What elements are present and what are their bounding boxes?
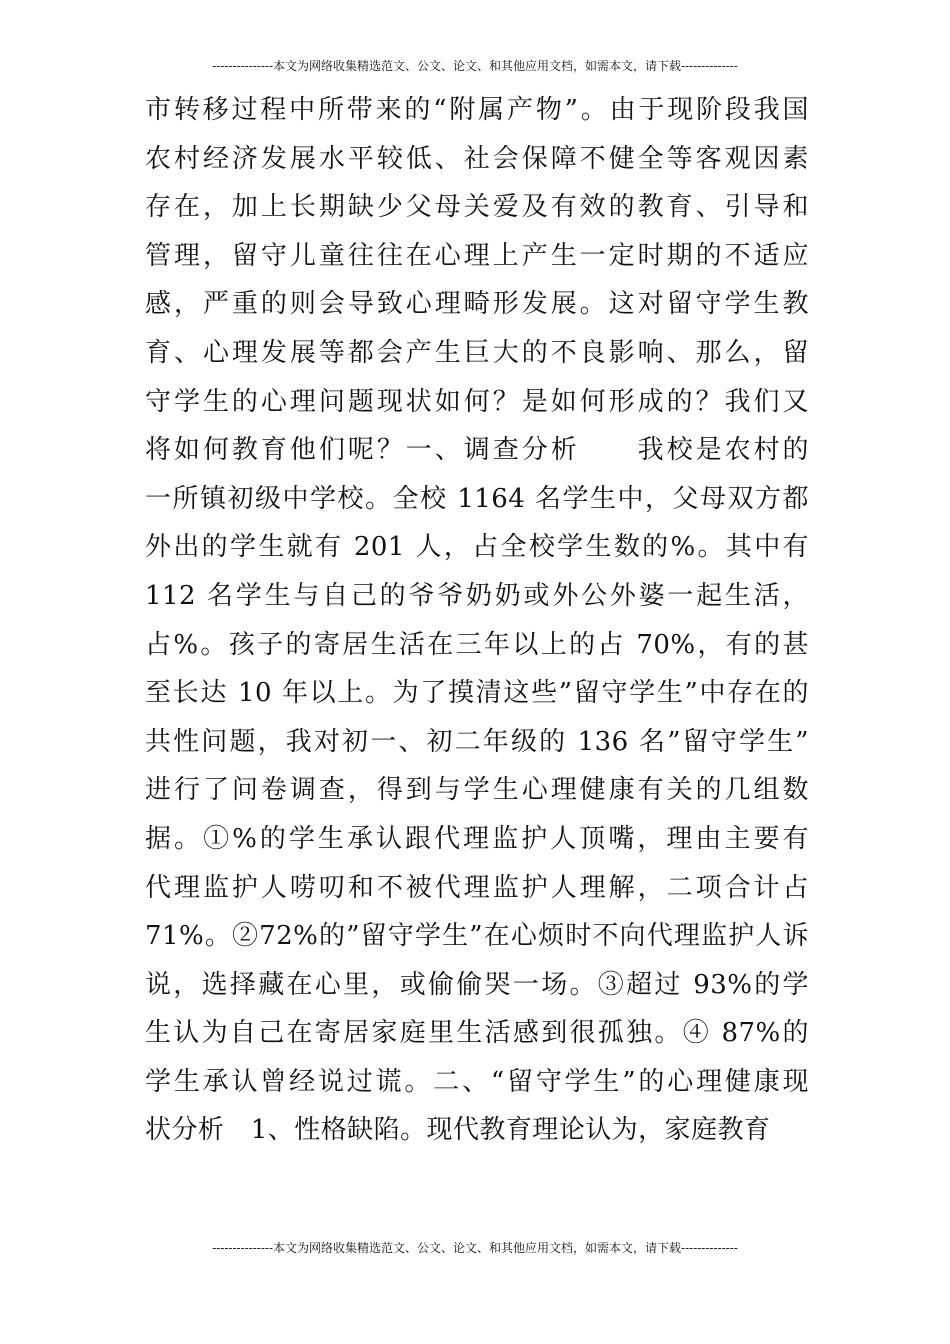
text-line-12: 占%。孩子的寄居生活在三年以上的占 70%，有的甚 [145,629,809,660]
text-line-19: 说，选择藏在心里，或偷偷哭一场。③超过 93%的学 [145,969,809,1000]
text-line-5: 感，严重的则会导致心理畸形发展。这对留守学生教 [145,289,809,320]
header-banner: ---------------本文为网络收集精选范文、公文、论文、和其他应用文档，如需本文，请下载-------------- [212,59,738,73]
text-line-18: 71%。②72%的”留守学生”在心烦时不向代理监护人诉 [145,921,809,952]
text-line-9: 一所镇初级中学校。全校 1164 名学生中，父母双方都 [145,483,809,514]
text-line-21: 学生承认曾经说过谎。二、“留守学生”的心理健康现 [145,1066,809,1097]
text-line-15: 进行了问卷调查，得到与学生心理健康有关的几组数 [145,775,809,806]
text-line-16: 据。①%的学生承认跟代理监护人顶嘴，理由主要有 [145,823,809,854]
footer-banner: ---------------本文为网络收集精选范文、公文、论文、和其他应用文档，如需本文，请下载-------------- [212,1241,738,1255]
document-body [145,86,809,1155]
text-line-8: 将如何教育他们呢？一、调查分析 我校是农村的 [145,435,809,466]
text-line-3: 存在，加上长期缺少父母关爱及有效的教育、引导和 [145,192,809,223]
text-line-10: 外出的学生就有 201 人，占全校学生数的%。其中有 [145,532,809,563]
text-line-17: 代理监护人唠叨和不被代理监护人理解，二项合计占 [145,872,809,903]
text-line-13: 至长达 10 年以上。为了摸清这些”留守学生”中存在的 [145,678,809,709]
text-line-4: 管理，留守儿童往往在心理上产生一定时期的不适应 [145,240,809,271]
text-line-20: 生认为自己在寄居家庭里生活感到很孤独。④ 87%的 [145,1018,809,1049]
text-line-14: 共性问题，我对初一、初二年级的 136 名”留守学生” [145,726,809,757]
text-line-7: 守学生的心理问题现状如何？是如何形成的？我们又 [145,386,809,417]
text-line-22: 状分析 1、性格缺陷。现代教育理论认为，家庭教育 [145,1115,771,1146]
text-line-1: 市转移过程中所带来的“附属产物”。由于现阶段我国 [145,95,809,125]
text-line-2: 农村经济发展水平较低、社会保障不健全等客观因素 [145,143,809,174]
text-line-11: 112 名学生与自己的爷爷奶奶或外公外婆一起生活， [145,580,809,611]
text-line-6: 育、心理发展等都会产生巨大的不良影响、那么，留 [145,337,809,368]
